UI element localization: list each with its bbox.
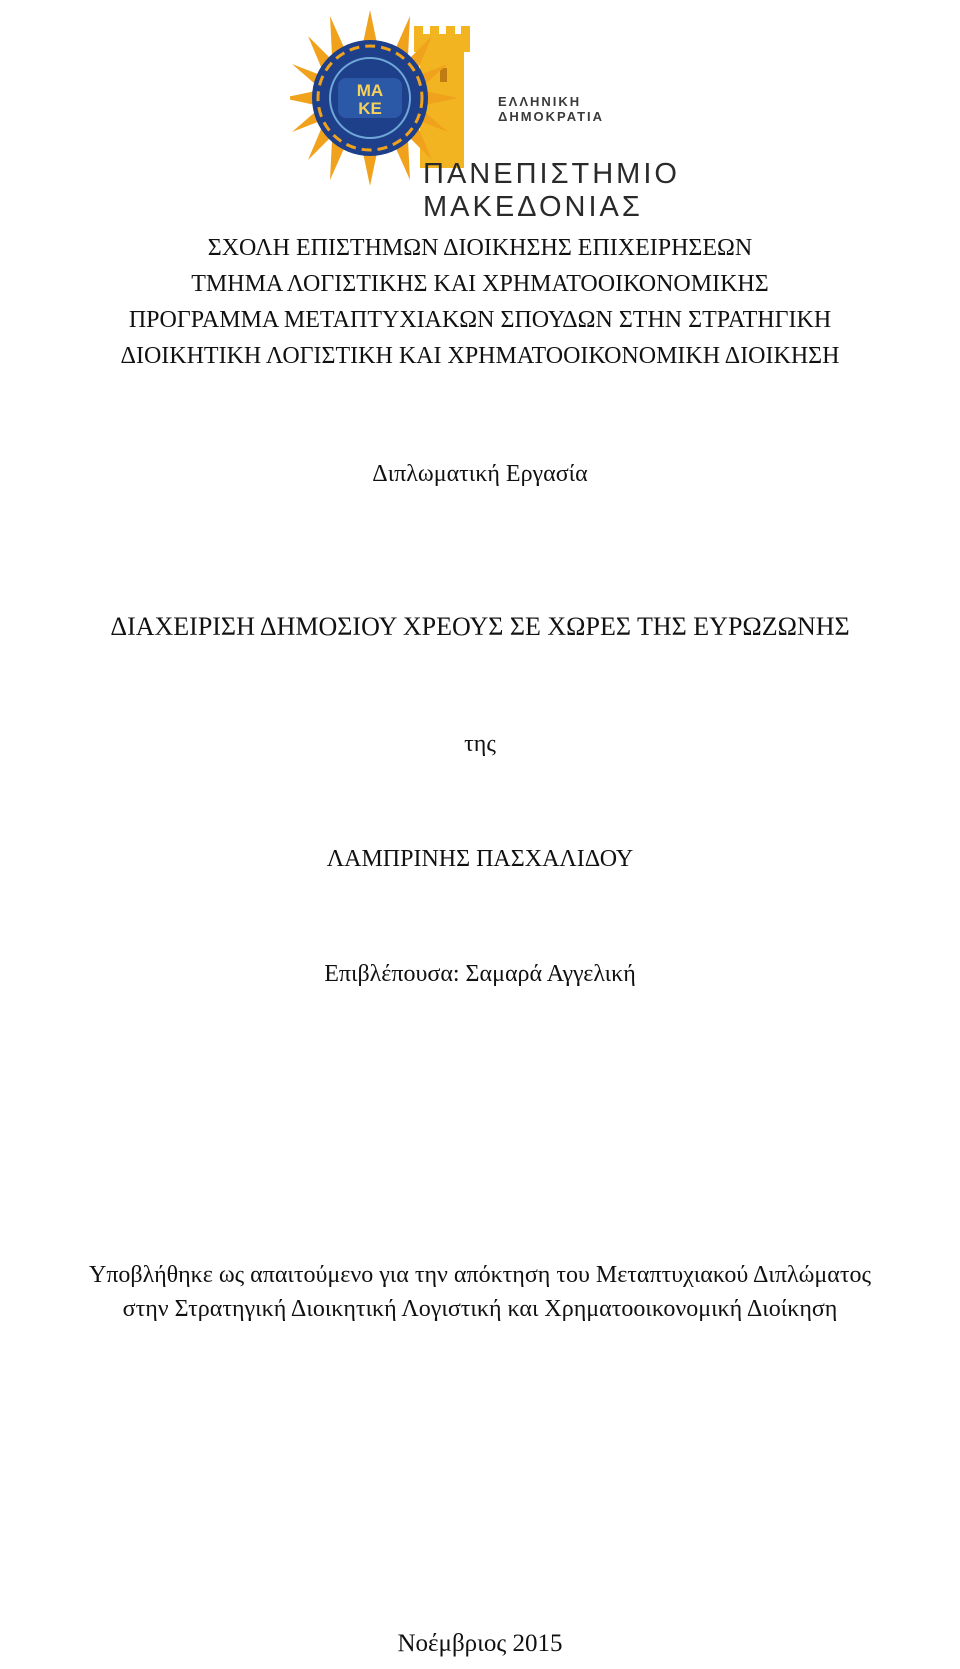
- coin-icon: [312, 40, 428, 156]
- logo-name-line2: ΜΑΚΕΔΟΝΙΑΣ: [423, 191, 643, 223]
- submission-line-1: Υποβλήθηκε ως απαιτούμενο για την απόκτηση του Μεταπτυχιακού Διπλώματος: [88, 1262, 871, 1288]
- submission-line-2: στην Στρατηγική Διοικητική Λογιστική και Χρηματοοικονομική Διοίκηση: [122, 1296, 838, 1322]
- submission-statement: [0, 1258, 960, 1326]
- thesis-title: ΔΙΑΧΕΙΡΙΣΗ ΔΗΜΟΣΙΟΥ ΧΡΕΟΥΣ ΣΕ ΧΩΡΕΣ ΤΗΣ ΕΥΡΩΖΩΝΗΣ: [110, 612, 850, 641]
- department-name: ΤΜΗΜΑ ΛΟΓΙΣΤΙΚΗΣ ΚΑΙ ΧΡΗΜΑΤΟΟΙΚΟΝΟΜΙΚΗΣ: [191, 271, 769, 297]
- logo-tagline: [498, 94, 604, 124]
- logo-tag-line2: ΔΗΜΟΚΡΑΤΙΑ: [498, 109, 605, 124]
- program-line-2: ΔΙΟΙΚΗΤΙΚΗ ΛΟΓΙΣΤΙΚΗ ΚΑΙ ΧΡΗΜΑΤΟΟΙΚΟΝΟΜΙΚΗ ΔΙΟΙΚΗΣΗ: [120, 343, 840, 369]
- coin-text-top: ΜΑ: [356, 81, 384, 100]
- supervisor-line: Επιβλέπουσα: Σαμαρά Αγγελική: [324, 961, 636, 987]
- thesis-type: Διπλωματική Εργασία: [372, 461, 588, 487]
- author-name: ΛΑΜΠΡΙΝΗΣ ΠΑΣΧΑΛΙΔΟΥ: [326, 846, 634, 872]
- coin-text-bottom: ΚΕ: [358, 99, 382, 118]
- logo-name-line1: ΠΑΝΕΠΙΣΤΗΜΙΟ: [423, 158, 680, 190]
- university-logo: [290, 8, 700, 223]
- by-label: της: [464, 731, 496, 757]
- submission-date: Νοέμβριος 2015: [397, 1630, 563, 1657]
- logo-university-name: [423, 158, 680, 224]
- school-name: ΣΧΟΛΗ ΕΠΙΣΤΗΜΩΝ ΔΙΟΙΚΗΣΗΣ ΕΠΙΧΕΙΡΗΣΕΩΝ: [207, 235, 753, 261]
- program-line-1: ΠΡΟΓΡΑΜΜΑ ΜΕΤΑΠΤΥΧΙΑΚΩΝ ΣΠΟΥΔΩΝ ΣΤΗΝ ΣΤΡΑΤΗΓΙΚΗ: [128, 307, 832, 333]
- logo-tag-line1: ΕΛΛΗΝΙΚΗ: [498, 94, 582, 109]
- faculty-heading: [0, 230, 960, 374]
